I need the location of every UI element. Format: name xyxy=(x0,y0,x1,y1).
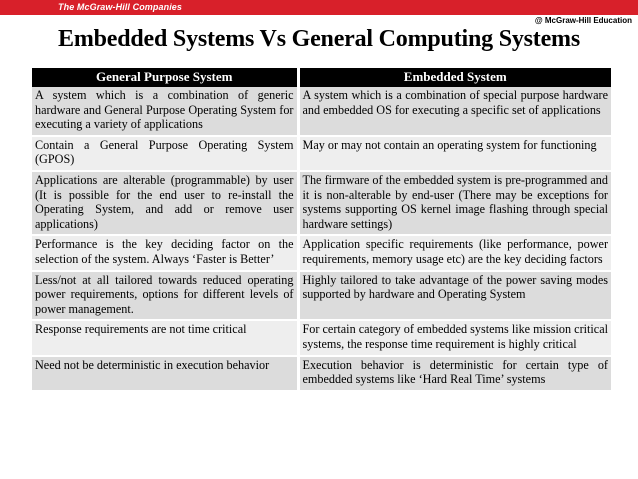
column-header-general-purpose: General Purpose System xyxy=(32,68,298,87)
table-row xyxy=(32,356,611,391)
copyright-notice: @ McGraw-Hill Education xyxy=(534,16,632,25)
table-row xyxy=(32,271,611,321)
embedded-cell: Execution behavior is deterministic for certain type of embedded systems like ‘Hard Real Time’ systems xyxy=(298,356,611,391)
table-header-row xyxy=(32,68,611,87)
column-header-embedded: Embedded System xyxy=(298,68,611,87)
general-purpose-cell: Contain a General Purpose Operating System (GPOS) xyxy=(32,136,298,171)
embedded-cell: A system which is a combination of special purpose hardware and embedded OS for executing a specific set of applications xyxy=(298,87,611,136)
embedded-cell: For certain category of embedded systems like mission critical systems, the response time requirement is highly critical xyxy=(298,320,611,355)
embedded-cell: Highly tailored to take advantage of the power saving modes supported by hardware and Operating System xyxy=(298,271,611,321)
embedded-cell: Application specific requirements (like performance, power requirements, memory usage etc) are the key deciding factors xyxy=(298,235,611,270)
general-purpose-cell: Need not be deterministic in execution behavior xyxy=(32,356,298,391)
table-row xyxy=(32,235,611,270)
comparison-table xyxy=(32,68,611,392)
embedded-cell: May or may not contain an operating system for functioning xyxy=(298,136,611,171)
table-row xyxy=(32,320,611,355)
publisher-brand: The McGraw-Hill Companies xyxy=(58,2,183,12)
general-purpose-cell: A system which is a combination of generic hardware and General Purpose Operating System for executing a variety of applications xyxy=(32,87,298,136)
general-purpose-cell: Response requirements are not time critical xyxy=(32,320,298,355)
page-title: Embedded Systems Vs General Computing Systems xyxy=(58,26,580,52)
general-purpose-cell: Performance is the key deciding factor on the selection of the system. Always ‘Faster is Better’ xyxy=(32,235,298,270)
table-row xyxy=(32,136,611,171)
general-purpose-cell: Applications are alterable (programmable) by user (It is possible for the end user to re-install the Operating System, and add or remove user applications) xyxy=(32,171,298,235)
publisher-banner xyxy=(0,0,638,15)
table-row xyxy=(32,171,611,235)
embedded-cell: The firmware of the embedded system is pre-programmed and it is non-alterable by end-user (There may be exceptions for systems supporting OS kernel image flashing through special hardware settings) xyxy=(298,171,611,235)
table-row xyxy=(32,87,611,136)
general-purpose-cell: Less/not at all tailored towards reduced operating power requirements, options for different levels of power management. xyxy=(32,271,298,321)
